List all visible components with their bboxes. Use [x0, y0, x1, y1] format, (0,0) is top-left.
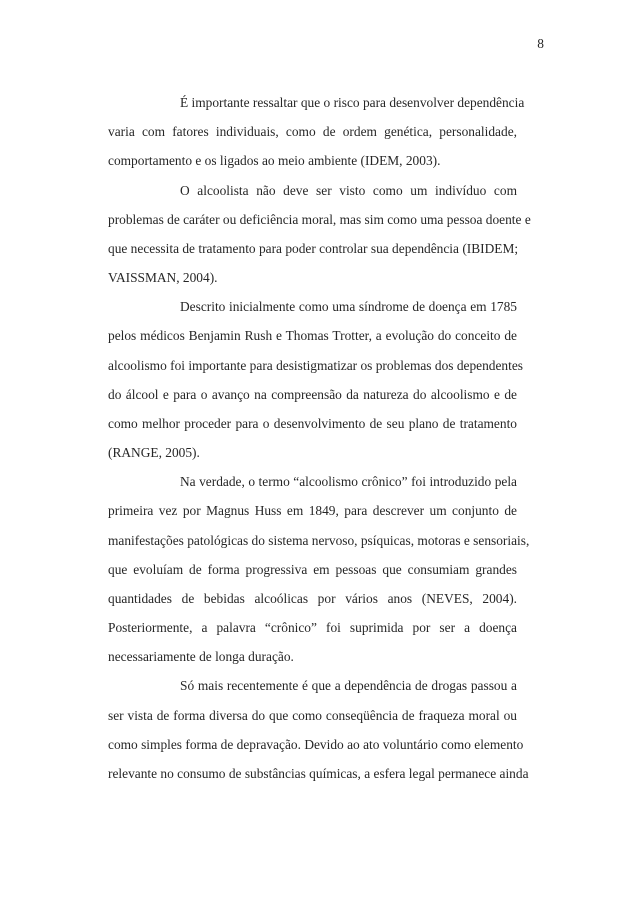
paragraph-line: primeira vez por Magnus Huss em 1849, para descrever um conjunto de	[108, 503, 517, 519]
paragraph-line: que evoluíam de forma progressiva em pessoas que consumiam grandes	[108, 561, 517, 577]
paragraph-line: relevante no consumo de substâncias químicas, a esfera legal permanece ainda	[108, 765, 529, 781]
paragraph-2	[108, 176, 531, 293]
paragraph-line: ser vista de forma diversa do que como conseqüência de fraqueza moral ou	[108, 707, 517, 723]
paragraph-line: problemas de caráter ou deficiência moral, mas sim como uma pessoa doente e	[108, 211, 531, 227]
paragraph-line: que necessita de tratamento para poder controlar sua dependência (IBIDEM;	[108, 240, 519, 256]
body-text	[108, 88, 531, 788]
paragraph-line: alcoolismo foi importante para desistigmatizar os problemas dos dependentes	[108, 357, 523, 373]
paragraph-3	[108, 292, 523, 467]
paragraph-line: O alcoolista não deve ser visto como um indivíduo com	[180, 182, 517, 198]
page-number: 8	[537, 36, 544, 51]
paragraph-line: como simples forma de depravação. Devido ao ato voluntário como elemento	[108, 736, 524, 752]
paragraph-5	[108, 671, 529, 788]
paragraph-line: pelos médicos Benjamin Rush e Thomas Trotter, a evolução do conceito de	[108, 328, 517, 344]
paragraph-line: comportamento e os ligados ao meio ambiente (IDEM, 2003).	[108, 153, 441, 169]
paragraph-line: quantidades de bebidas alcoólicas por vários anos (NEVES, 2004).	[108, 590, 517, 606]
paragraph-4	[108, 467, 530, 671]
paragraph-line: como melhor proceder para o desenvolvimento de seu plano de tratamento	[108, 415, 517, 431]
paragraph-line: (RANGE, 2005).	[108, 445, 200, 461]
paragraph-line: Na verdade, o termo “alcoolismo crônico” foi introduzido pela	[180, 474, 517, 490]
paragraph-line: do álcool e para o avanço na compreensão da natureza do alcoolismo e de	[108, 386, 517, 402]
paragraph-line: Descrito inicialmente como uma síndrome de doença em 1785	[180, 299, 517, 315]
paragraph-line: É importante ressaltar que o risco para desenvolver dependência	[180, 95, 525, 110]
paragraph-line: varia com fatores individuais, como de ordem genética, personalidade,	[108, 124, 517, 140]
paragraph-line: Só mais recentemente é que a dependência de drogas passou a	[180, 678, 517, 694]
paragraph-line: manifestações patológicas do sistema nervoso, psíquicas, motoras e sensoriais,	[108, 532, 530, 548]
paragraph-1	[108, 88, 525, 176]
paragraph-line: VAISSMAN, 2004).	[108, 270, 218, 286]
paragraph-line: necessariamente de longa duração.	[108, 649, 294, 665]
paragraph-line: Posteriormente, a palavra “crônico” foi suprimida por ser a doença	[108, 620, 517, 636]
